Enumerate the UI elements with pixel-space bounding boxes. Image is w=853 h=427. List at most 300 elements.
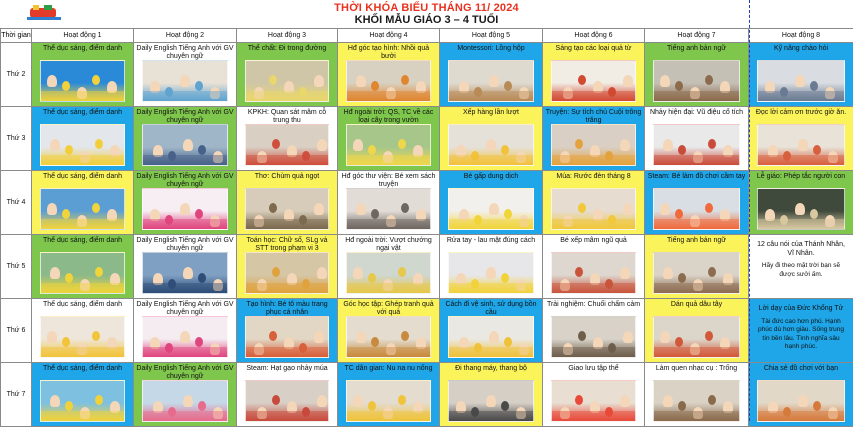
- photo-floor: [143, 347, 227, 357]
- photo-floor: [449, 411, 533, 421]
- photo-floor: [347, 411, 430, 421]
- photo-floor: [41, 155, 124, 165]
- activity-title: Đọc lời cảm ơn trước giờ ăn.: [749, 107, 853, 126]
- table-row: [1, 171, 853, 235]
- child-figure: [660, 331, 670, 343]
- day-label: Thứ 4: [1, 171, 32, 235]
- child-figure: [398, 395, 406, 405]
- child-figure: [486, 267, 496, 279]
- child-figure: [663, 267, 673, 279]
- child-figure: [575, 395, 583, 405]
- activity-photo: [142, 316, 228, 358]
- child-figure: [504, 81, 512, 91]
- activity-photo: [448, 60, 534, 102]
- activity-photo: [448, 124, 534, 166]
- child-figure: [47, 75, 57, 87]
- activity-photo: [245, 124, 329, 166]
- child-figure: [198, 273, 206, 283]
- photo-floor: [758, 155, 844, 165]
- child-figure: [195, 209, 203, 219]
- timetable: [0, 28, 853, 427]
- child-figure: [195, 337, 203, 347]
- table-row: [1, 107, 853, 171]
- photo-floor: [552, 219, 635, 229]
- activity-cell: [749, 299, 853, 363]
- photo-floor: [246, 155, 328, 165]
- child-figure: [183, 395, 193, 407]
- photo-floor: [143, 219, 227, 229]
- child-figure: [810, 81, 818, 91]
- child-figure: [368, 401, 376, 411]
- activity-title: Tiếng anh bản ngữ: [645, 43, 748, 62]
- activity-title: Truyện: Sự tích chú Cuội trông trăng: [543, 107, 644, 126]
- child-figure: [798, 139, 808, 151]
- activity-title: Dán quả dâu tây: [645, 299, 748, 318]
- photo-floor: [654, 283, 739, 293]
- photo-floor: [246, 91, 328, 101]
- activity-photo: [40, 60, 125, 102]
- activity-photo: [448, 188, 534, 230]
- photo-floor: [654, 91, 739, 101]
- child-figure: [356, 203, 366, 215]
- activity-title: Chia sẻ đồ chơi với bạn: [749, 363, 853, 382]
- child-figure: [660, 75, 670, 87]
- activity-photo: [551, 252, 636, 294]
- photo-floor: [449, 283, 533, 293]
- photo-floor: [552, 347, 635, 357]
- activity-photo: [551, 60, 636, 102]
- child-figure: [810, 209, 818, 219]
- activity-note: Hãy đi theo mặt trời bạn sẽ được sưởi ấm.: [755, 262, 847, 279]
- activity-cell: [749, 171, 853, 235]
- activity-photo: [653, 188, 740, 230]
- child-figure: [180, 75, 190, 87]
- child-figure: [95, 267, 103, 277]
- child-figure: [314, 203, 324, 215]
- activity-photo: [757, 188, 845, 230]
- child-figure: [620, 267, 630, 279]
- child-figure: [50, 395, 60, 407]
- day-label: Thứ 2: [1, 43, 32, 107]
- activity-title: Hđ góc tạo hình: Nhồi quả bưởi: [338, 43, 439, 62]
- activity-cell: [645, 107, 749, 171]
- activity-cell: [237, 299, 338, 363]
- photo-floor: [654, 347, 739, 357]
- activity-cell: [543, 299, 645, 363]
- activity-cell: [338, 299, 440, 363]
- child-figure: [95, 395, 103, 405]
- activity-cell: [543, 235, 645, 299]
- photo-floor: [143, 155, 227, 165]
- activity-title: KPKH: Quan sát mâm cỗ trung thu: [237, 107, 337, 126]
- photo-floor: [552, 91, 635, 101]
- activity-cell: [749, 363, 853, 427]
- child-figure: [195, 81, 203, 91]
- child-figure: [401, 203, 409, 213]
- activity-photo: [142, 252, 228, 294]
- photo-floor: [41, 283, 124, 293]
- activity-cell: [32, 107, 134, 171]
- child-figure: [798, 395, 808, 407]
- child-figure: [675, 337, 683, 347]
- column-header-row: [1, 29, 853, 43]
- activity-cell: [338, 171, 440, 235]
- activity-cell: [134, 299, 237, 363]
- child-figure: [272, 395, 280, 405]
- child-figure: [489, 203, 499, 215]
- page-title: THỜI KHÓA BIỂU THÁNG 11/ 2024: [0, 2, 853, 14]
- photo-floor: [449, 219, 533, 229]
- activity-photo: [142, 124, 228, 166]
- child-figure: [180, 203, 190, 215]
- activity-title: Xếp hàng lần lượt: [440, 107, 542, 126]
- activity-cell: [134, 235, 237, 299]
- child-figure: [705, 331, 713, 341]
- photo-floor: [246, 411, 328, 421]
- photo-floor: [246, 347, 328, 357]
- activity-cell: [338, 363, 440, 427]
- child-figure: [795, 203, 805, 215]
- activity-cell: [32, 363, 134, 427]
- photo-floor: [143, 411, 227, 421]
- table-row: [1, 363, 853, 427]
- activity-photo: [245, 188, 329, 230]
- activity-title: Daily English Tiếng Anh với GV chuyên ngữ: [134, 299, 236, 318]
- child-figure: [183, 267, 193, 279]
- child-figure: [795, 75, 805, 87]
- activity-title: Thể chất: Đi trong đường: [237, 43, 337, 62]
- photo-floor: [758, 91, 844, 101]
- activity-title: Bé gấp dung dịch: [440, 171, 542, 190]
- column-header: Hoạt động 7: [645, 29, 749, 43]
- child-figure: [663, 395, 673, 407]
- activity-title: Hđ góc thư viện: Bé xem sách truyện: [338, 171, 439, 190]
- activity-photo: [40, 124, 125, 166]
- child-figure: [353, 395, 363, 407]
- child-figure: [660, 203, 670, 215]
- activity-cell: [440, 43, 543, 107]
- activity-title: Trải nghiệm: Chuối chấm cảm: [543, 299, 644, 318]
- activity-cell: [237, 235, 338, 299]
- photo-floor: [246, 219, 328, 229]
- activity-title: Hđ ngoài trời: Vượt chướng ngại vật: [338, 235, 439, 254]
- child-figure: [371, 209, 379, 219]
- activity-cell: [645, 43, 749, 107]
- child-figure: [813, 401, 821, 411]
- activity-title: Cách đi vệ sinh, sử dụng bồn cầu: [440, 299, 542, 318]
- child-figure: [314, 331, 324, 343]
- child-figure: [65, 145, 73, 155]
- child-figure: [92, 203, 100, 213]
- photo-floor: [143, 91, 227, 101]
- activity-photo: [653, 124, 740, 166]
- activity-cell: [440, 363, 543, 427]
- activity-title: Rửa tay - lau mặt đúng cách: [440, 235, 542, 254]
- day-label: Thứ 7: [1, 363, 32, 427]
- child-figure: [62, 209, 70, 219]
- child-figure: [504, 337, 512, 347]
- activity-title: Daily English Tiếng Anh với GV chuyên ngữ: [134, 171, 236, 190]
- day-label: Thứ 6: [1, 299, 32, 363]
- activity-photo: [653, 60, 740, 102]
- activity-cell: [134, 171, 237, 235]
- child-figure: [623, 203, 633, 215]
- activity-photo: [346, 60, 431, 102]
- activity-cell: [32, 299, 134, 363]
- activity-cell: [543, 43, 645, 107]
- child-figure: [501, 273, 509, 283]
- activity-cell: [440, 299, 543, 363]
- column-header: Hoạt động 6: [543, 29, 645, 43]
- child-figure: [353, 267, 363, 279]
- activity-photo: [757, 380, 845, 422]
- activity-title: Daily English Tiếng Anh với GV chuyên ngữ: [134, 235, 236, 254]
- child-figure: [65, 273, 73, 283]
- activity-cell: [749, 43, 853, 107]
- activity-photo: [346, 380, 431, 422]
- activity-title: Steam: Bé làm đồ chơi cầm tay: [645, 171, 748, 190]
- child-figure: [675, 81, 683, 91]
- activity-title: Thể dục sáng, điểm danh: [32, 107, 133, 126]
- child-figure: [813, 145, 821, 155]
- photo-floor: [41, 219, 124, 229]
- child-figure: [398, 267, 406, 277]
- activity-cell: [749, 235, 853, 299]
- column-header: Hoạt động 8: [749, 29, 853, 43]
- child-figure: [317, 395, 327, 407]
- activity-title: Bé xếp mâm ngũ quả: [543, 235, 644, 254]
- child-figure: [504, 209, 512, 219]
- activity-title: Daily English Tiếng Anh với GV chuyên ngữ: [134, 107, 236, 126]
- photo-floor: [758, 411, 844, 421]
- activity-title: Tạo hình: Bé tô màu trang phục cá nhân: [237, 299, 337, 318]
- header: [0, 0, 853, 28]
- column-header: Hoạt động 2: [134, 29, 237, 43]
- photo-floor: [347, 219, 430, 229]
- child-figure: [578, 75, 586, 85]
- activity-photo: [653, 316, 740, 358]
- child-figure: [705, 203, 713, 213]
- activity-photo: [346, 316, 431, 358]
- activity-cell: [645, 171, 749, 235]
- child-figure: [183, 139, 193, 151]
- activity-cell: [32, 235, 134, 299]
- child-figure: [368, 145, 376, 155]
- column-header: Hoạt động 3: [237, 29, 338, 43]
- activity-photo: [346, 124, 431, 166]
- photo-floor: [654, 219, 739, 229]
- activity-title: Giao lưu tập thể: [543, 363, 644, 382]
- child-figure: [678, 145, 686, 155]
- photo-floor: [143, 283, 227, 293]
- photo-floor: [41, 91, 124, 101]
- photo-floor: [654, 411, 739, 421]
- child-figure: [398, 139, 406, 149]
- activity-photo: [245, 316, 329, 358]
- activity-cell: [543, 363, 645, 427]
- child-figure: [180, 331, 190, 343]
- activity-photo: [448, 316, 534, 358]
- activity-cell: [440, 235, 543, 299]
- child-figure: [269, 75, 277, 85]
- activity-title: Nhảy hiện đại: Vũ điệu cổ tích: [645, 107, 748, 126]
- child-figure: [486, 139, 496, 151]
- activity-title: Múa: Rước đèn tháng 8: [543, 171, 644, 190]
- vertical-guide-line: [749, 0, 750, 421]
- child-figure: [663, 139, 673, 151]
- child-figure: [272, 139, 280, 149]
- activity-title: Thể dục sáng, điểm danh: [32, 363, 133, 382]
- activity-photo: [142, 380, 228, 422]
- child-figure: [356, 75, 366, 87]
- photo-floor: [552, 411, 635, 421]
- photo-floor: [552, 155, 635, 165]
- activity-photo: [40, 380, 125, 422]
- photo-floor: [347, 283, 430, 293]
- photo-floor: [347, 347, 430, 357]
- activity-title: Hđ ngoài trời: QS, TC về các loại cây trong vườn: [338, 107, 439, 126]
- child-figure: [678, 401, 686, 411]
- child-figure: [272, 267, 280, 277]
- child-figure: [269, 203, 277, 213]
- activity-cell: [237, 43, 338, 107]
- activity-title: Daily English Tiếng Anh với GV chuyên ngữ: [134, 363, 236, 382]
- activity-photo: [757, 60, 845, 102]
- child-figure: [269, 331, 277, 341]
- photo-floor: [654, 155, 739, 165]
- activity-cell: [338, 43, 440, 107]
- activity-photo: [142, 60, 228, 102]
- child-figure: [708, 139, 716, 149]
- activity-title: Kỹ năng chào hỏi: [749, 43, 853, 62]
- activity-photo: [245, 252, 329, 294]
- child-figure: [708, 267, 716, 277]
- activity-title: Montessori: Lồng hộp: [440, 43, 542, 62]
- activity-cell: [134, 363, 237, 427]
- child-figure: [47, 203, 57, 215]
- child-figure: [489, 331, 499, 343]
- activity-photo: [346, 252, 431, 294]
- child-figure: [501, 401, 509, 411]
- child-figure: [620, 139, 630, 151]
- activity-title: Thơ: Chùm quả ngọt: [237, 171, 337, 190]
- activity-cell: [32, 171, 134, 235]
- activity-cell: [32, 43, 134, 107]
- activity-photo: [653, 380, 740, 422]
- photo-floor: [347, 91, 430, 101]
- activity-cell: [645, 235, 749, 299]
- day-label: Thứ 5: [1, 235, 32, 299]
- child-figure: [575, 139, 583, 149]
- child-figure: [401, 331, 409, 341]
- child-figure: [708, 395, 716, 405]
- activity-photo: [757, 124, 845, 166]
- activity-photo: [551, 316, 636, 358]
- activity-title: Đi thang máy, thang bộ: [440, 363, 542, 382]
- activity-note: Tài đức cao hơn phú. Hạnh phúc dù hơn giàu. Sống trung tín bền lâu. Tình nghĩa sâu hạnh phúc.: [755, 318, 847, 352]
- activity-title: Thể dục sáng, điểm danh: [32, 171, 133, 190]
- child-figure: [705, 75, 713, 85]
- child-figure: [371, 81, 379, 91]
- activity-title: Làm quen nhạc cụ : Trống: [645, 363, 748, 382]
- activity-title: Thể dục sáng, điểm danh: [32, 299, 133, 318]
- activity-cell: [440, 107, 543, 171]
- activity-photo: [448, 252, 534, 294]
- activity-photo: [653, 252, 740, 294]
- activity-cell: [134, 107, 237, 171]
- child-figure: [501, 145, 509, 155]
- activity-photo: [551, 124, 636, 166]
- column-header: Hoạt động 4: [338, 29, 440, 43]
- page-subtitle: KHỐI MẪU GIÁO 3 – 4 TUỔI: [0, 14, 853, 26]
- child-figure: [50, 267, 60, 279]
- activity-title: Thể dục sáng, điểm danh: [32, 43, 133, 62]
- photo-floor: [552, 283, 635, 293]
- child-figure: [317, 139, 327, 151]
- child-figure: [368, 273, 376, 283]
- activity-photo: [142, 188, 228, 230]
- activity-title: Sáng tạo các loại quả từ: [543, 43, 644, 62]
- photo-floor: [758, 219, 844, 229]
- child-figure: [356, 331, 366, 343]
- column-header: Hoạt động 1: [32, 29, 134, 43]
- child-figure: [317, 267, 327, 279]
- activity-cell: [749, 107, 853, 171]
- photo-floor: [449, 155, 533, 165]
- activity-cell: [543, 107, 645, 171]
- photo-floor: [41, 347, 124, 357]
- activity-cell: [338, 235, 440, 299]
- activity-cell: [645, 299, 749, 363]
- table-row: [1, 43, 853, 107]
- child-figure: [92, 331, 100, 341]
- activity-photo: [551, 380, 636, 422]
- child-figure: [198, 145, 206, 155]
- child-figure: [92, 75, 100, 85]
- child-figure: [620, 395, 630, 407]
- activity-title: Thể dục sáng, điểm danh: [32, 235, 133, 254]
- photo-floor: [449, 347, 533, 357]
- table-row: [1, 235, 853, 299]
- child-figure: [314, 75, 324, 87]
- child-figure: [62, 337, 70, 347]
- photo-floor: [449, 91, 533, 101]
- child-figure: [486, 395, 496, 407]
- child-figure: [62, 81, 70, 91]
- column-header: Hoạt động 5: [440, 29, 543, 43]
- activity-photo: [346, 188, 431, 230]
- activity-photo: [245, 380, 329, 422]
- child-figure: [675, 209, 683, 219]
- text-activity: [749, 235, 853, 289]
- activity-cell: [237, 171, 338, 235]
- activity-cell: [134, 43, 237, 107]
- child-figure: [489, 75, 499, 87]
- activity-title: Toán học: Chữ số, SLg và STT trong phạm vi 3: [237, 235, 337, 254]
- activity-cell: [338, 107, 440, 171]
- activity-photo: [40, 188, 125, 230]
- activity-photo: [245, 60, 329, 102]
- activity-title: Steam: Hạt gạo nhảy múa: [237, 363, 337, 382]
- child-figure: [678, 273, 686, 283]
- activity-cell: [237, 107, 338, 171]
- activity-title: Lời dạy của Đức Khổng Tử: [755, 305, 847, 314]
- child-figure: [47, 331, 57, 343]
- child-figure: [95, 139, 103, 149]
- activity-title: Lễ giáo: Phép tắc người con: [749, 171, 853, 190]
- activity-photo: [40, 316, 125, 358]
- child-figure: [578, 331, 586, 341]
